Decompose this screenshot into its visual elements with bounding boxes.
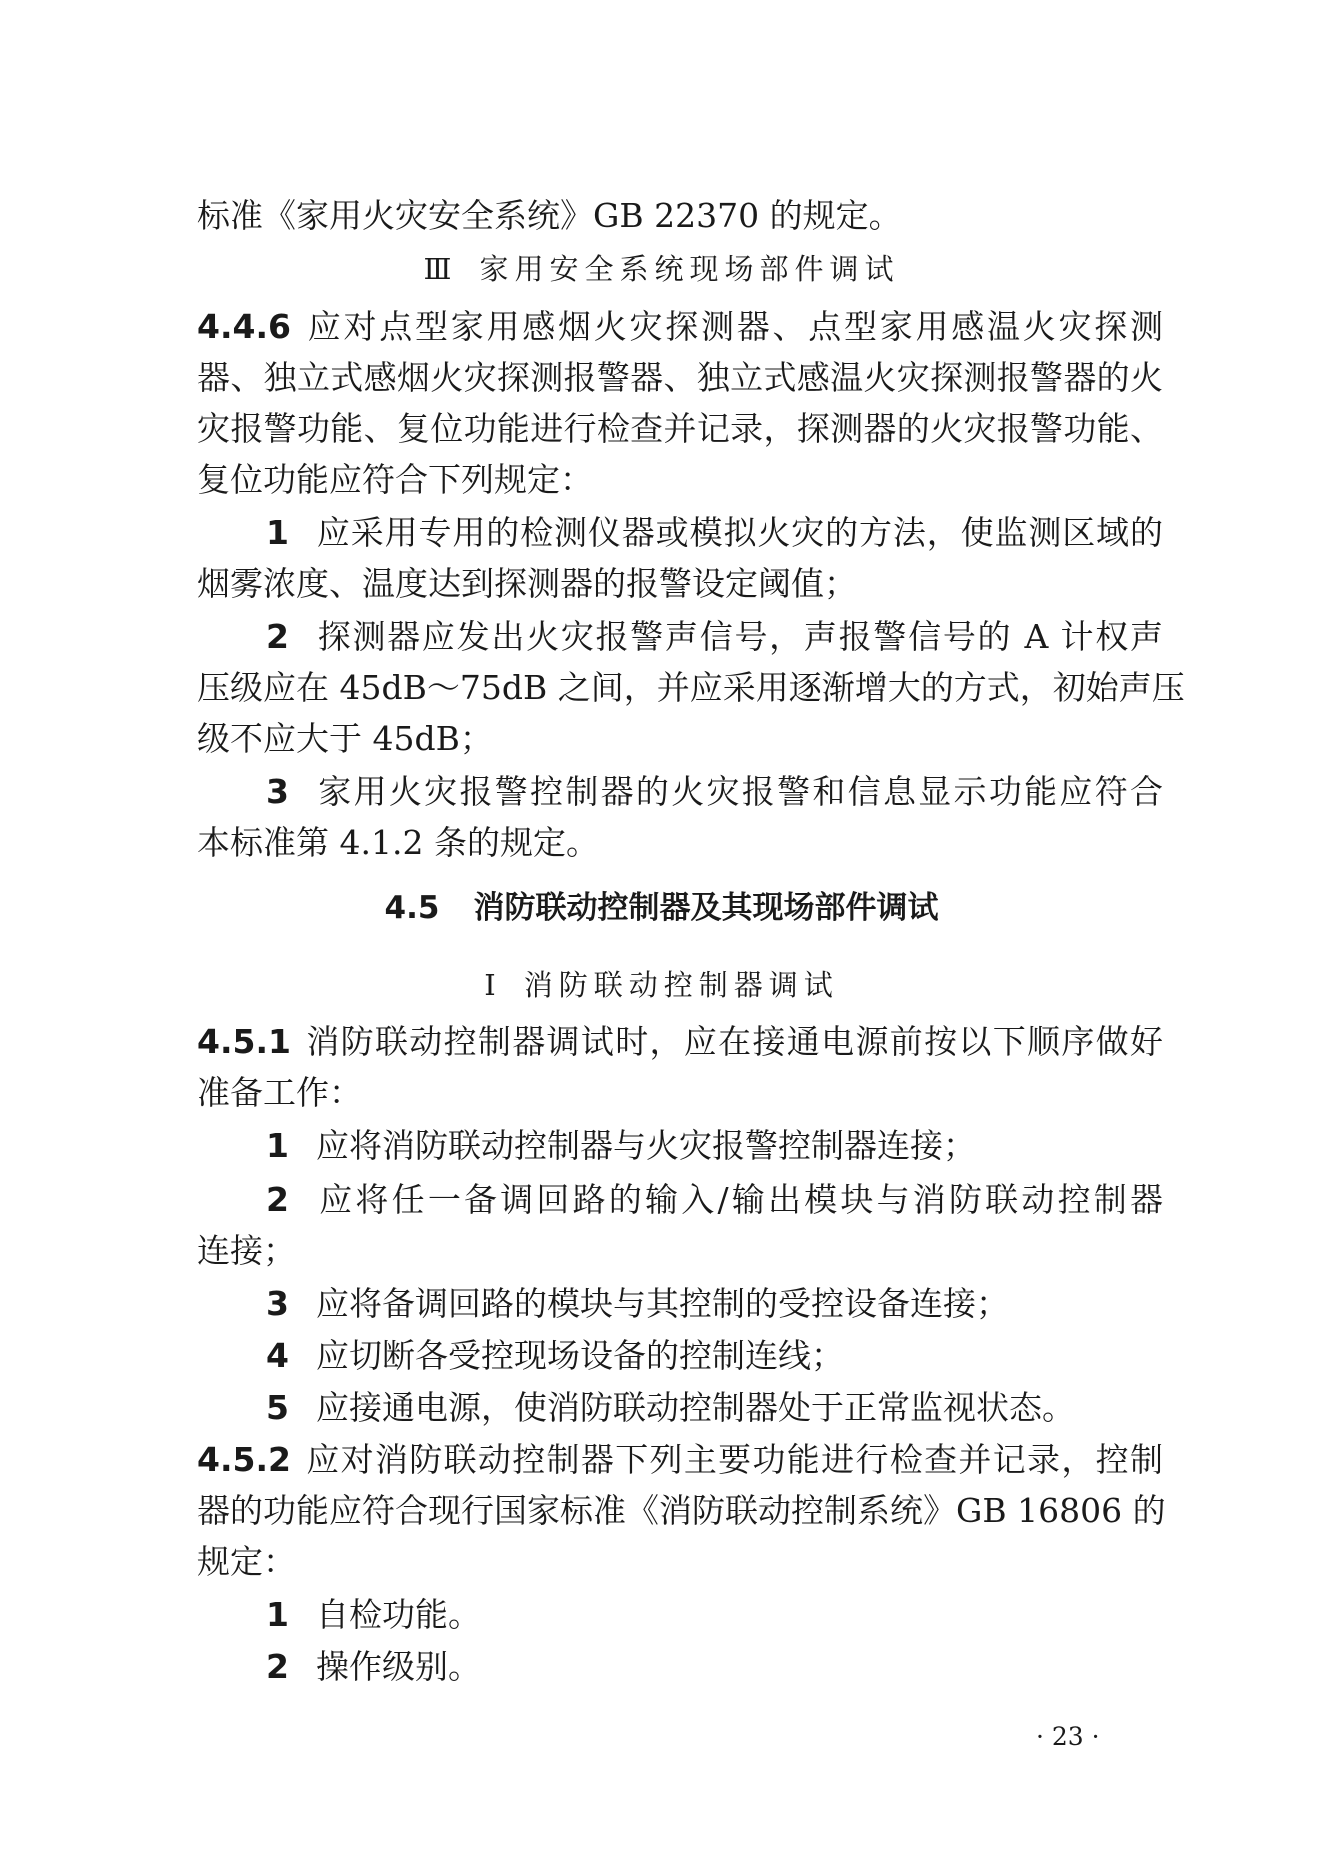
item-text: 家用火灾报警控制器的火灾报警和信息显示功能应符合	[316, 772, 1163, 811]
subsection-numeral: Ⅰ	[484, 968, 496, 1002]
list-item-2	[266, 1647, 1163, 1687]
section-number: 4.5	[384, 890, 440, 926]
section-heading-4-5	[0, 888, 1323, 928]
item-number: 3	[266, 772, 289, 811]
item-text: 应将任一备调回路的输入/输出模块与消防联动控制器	[316, 1180, 1163, 1219]
list-item-3	[266, 1284, 1163, 1324]
clause-4-4-6-line-1	[197, 307, 1163, 347]
subsection-title: 家用安全系统现场部件调试	[479, 252, 900, 286]
item-text: 探测器应发出火灾报警声信号，声报警信号的 A 计权声	[316, 617, 1163, 656]
page-number: · 23 ·	[1036, 1722, 1100, 1751]
item-text: 应接通电源，使消防联动控制器处于正常监视状态。	[316, 1388, 1075, 1427]
section-title: 消防联动控制器及其现场部件调试	[473, 890, 939, 926]
item-number: 3	[266, 1284, 289, 1323]
list-item-2-line-1	[266, 617, 1163, 657]
paragraph-line: 标准《家用火灾安全系统》GB 22370 的规定。	[197, 196, 902, 235]
list-item-4	[266, 1336, 1163, 1376]
subsection-numeral: Ⅲ	[423, 252, 452, 286]
list-item-2-line-1	[266, 1180, 1163, 1220]
list-item-5	[266, 1388, 1163, 1428]
clause-number: 4.5.2	[197, 1440, 291, 1479]
item-number: 2	[266, 1180, 289, 1219]
paragraph-line: 器、独立式感烟火灾探测报警器、独立式感温火灾探测报警器的火	[197, 358, 1163, 397]
paragraph-line: 级不应大于 45dB；	[197, 719, 493, 758]
clause-4-5-1-line-1	[197, 1022, 1163, 1062]
item-text: 自检功能。	[316, 1595, 481, 1634]
list-item-3-line-1	[266, 772, 1163, 812]
paragraph-line: 器的功能应符合现行国家标准《消防联动控制系统》GB 16806 的	[197, 1491, 1166, 1530]
item-number: 2	[266, 617, 289, 656]
list-item-1	[266, 1126, 1163, 1166]
paragraph-line: 本标准第 4.1.2 条的规定。	[197, 823, 599, 862]
item-number: 2	[266, 1647, 289, 1686]
paragraph-line: 连接；	[197, 1231, 296, 1270]
subsection-heading-iii	[0, 250, 1323, 288]
paragraph-line: 准备工作：	[197, 1073, 362, 1112]
clause-text: 消防联动控制器调试时，应在接通电源前按以下顺序做好	[305, 1022, 1163, 1061]
clause-number: 4.5.1	[197, 1022, 291, 1061]
item-text: 应将消防联动控制器与火灾报警控制器连接；	[316, 1126, 976, 1165]
item-number: 5	[266, 1388, 289, 1427]
list-item-1	[266, 1595, 1163, 1635]
item-number: 1	[266, 1126, 289, 1165]
item-text: 应采用专用的检测仪器或模拟火灾的方法，使监测区域的	[316, 513, 1163, 552]
paragraph-line: 复位功能应符合下列规定：	[197, 460, 593, 499]
item-text: 应切断各受控现场设备的控制连线；	[316, 1336, 844, 1375]
paragraph-line: 烟雾浓度、温度达到探测器的报警设定阈值；	[197, 564, 857, 603]
item-number: 1	[266, 1595, 289, 1634]
paragraph-line: 压级应在 45dB～75dB 之间，并应采用逐渐增大的方式，初始声压	[197, 668, 1185, 707]
paragraph-line: 规定：	[197, 1542, 296, 1581]
subsection-title: 消防联动控制器调试	[523, 968, 839, 1002]
subsection-heading-i	[0, 966, 1323, 1004]
list-item-1-line-1	[266, 513, 1163, 553]
clause-number: 4.4.6	[197, 307, 291, 346]
paragraph-line: 灾报警功能、复位功能进行检查并记录，探测器的火灾报警功能、	[197, 409, 1163, 448]
clause-text: 应对点型家用感烟火灾探测器、点型家用感温火灾探测	[305, 307, 1163, 346]
clause-text: 应对消防联动控制器下列主要功能进行检查并记录，控制	[305, 1440, 1163, 1479]
item-text: 应将备调回路的模块与其控制的受控设备连接；	[316, 1284, 1009, 1323]
item-number: 4	[266, 1336, 289, 1375]
item-text: 操作级别。	[316, 1647, 481, 1686]
clause-4-5-2-line-1	[197, 1440, 1163, 1480]
item-number: 1	[266, 513, 289, 552]
